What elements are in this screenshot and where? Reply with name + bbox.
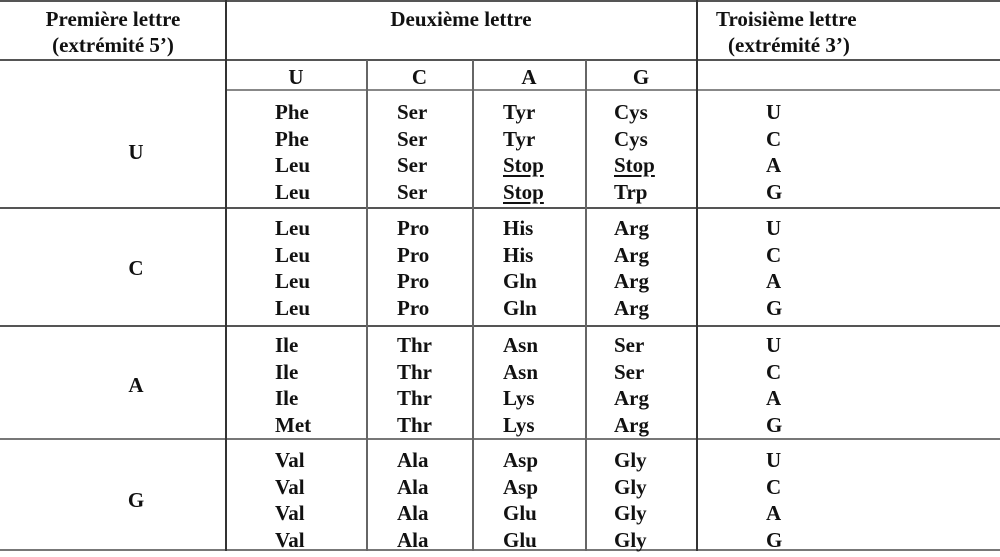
amino-acid-cell: Asp — [503, 448, 539, 472]
third-letter-cell: C — [766, 126, 782, 151]
third-letter-cell: C — [766, 242, 782, 267]
header-third-letter-line1: Troisième lettre — [716, 7, 857, 31]
amino-acid-cell: Ser — [614, 359, 645, 384]
amino-acid-cell: Gln — [503, 295, 537, 320]
amino-acid-cell: Lys — [503, 412, 535, 437]
third-letter-cell: U — [766, 100, 782, 124]
amino-acid-cell: Ala — [397, 474, 429, 499]
amino-acid-cell: Arg — [614, 269, 649, 293]
amino-acid-cell: Arg — [614, 242, 649, 267]
third-letter-cell: C — [766, 474, 782, 499]
amino-acid-cell: Leu — [275, 179, 311, 204]
amino-acid-cell: Val — [275, 527, 305, 552]
amino-acid-cell: Arg — [614, 412, 649, 437]
amino-acid-cell: Leu — [275, 269, 311, 293]
third-letter-cell: U — [766, 216, 782, 240]
amino-acid-cell: His — [503, 216, 534, 240]
amino-acid-cell: Ser — [397, 179, 428, 204]
amino-acid-cell: Arg — [614, 386, 649, 410]
stop-codon-cell: Stop — [614, 153, 655, 177]
amino-acid-cell: Gly — [614, 448, 647, 472]
amino-acid-cell: Val — [275, 448, 305, 472]
third-letter-cell: G — [766, 412, 783, 437]
header-third-letter — [716, 6, 857, 58]
amino-acid-cell: Tyr — [503, 126, 536, 151]
header-third-letter-line2: (extrémité 3’) — [728, 33, 850, 57]
amino-acid-cell: Leu — [275, 216, 311, 240]
amino-acid-cell: Arg — [614, 216, 649, 240]
second-letter-A: A — [521, 65, 537, 89]
amino-acid-cell: Val — [275, 501, 305, 525]
amino-acid-cell: Glu — [503, 501, 537, 525]
group-divider — [0, 438, 1000, 440]
amino-acid-cell: Cys — [614, 100, 648, 124]
table-border-top — [0, 0, 1000, 2]
amino-acid-cell: Asp — [503, 474, 539, 499]
first-letter-U: U — [128, 139, 144, 164]
amino-acid-cell: Val — [275, 474, 305, 499]
header-first-letter-line2: (extrémité 5’) — [52, 33, 174, 57]
third-letter-cell: G — [766, 295, 783, 320]
amino-acid-cell: Glu — [503, 527, 537, 552]
third-letter-cell: A — [766, 269, 782, 293]
amino-acid-cell: Lys — [503, 386, 535, 410]
amino-acid-cell: Pro — [397, 269, 430, 293]
amino-acid-cell: Ala — [397, 527, 429, 552]
stop-codon-cell: Stop — [503, 179, 544, 204]
amino-acid-cell: Trp — [614, 179, 648, 204]
amino-acid-cell: Thr — [397, 386, 433, 410]
amino-acid-cell: Leu — [275, 153, 311, 177]
amino-acid-cell: Ile — [275, 359, 299, 384]
amino-acid-cell: Ser — [397, 100, 428, 124]
table-border-bottom — [0, 549, 1000, 551]
amino-acid-cell: Gln — [503, 269, 537, 293]
header-first-letter — [0, 6, 226, 58]
group-divider — [0, 207, 1000, 209]
amino-acid-cell: Ser — [397, 153, 428, 177]
amino-acid-cell: Ala — [397, 501, 429, 525]
group-divider — [0, 325, 1000, 327]
amino-acid-cell: Ser — [397, 126, 428, 151]
amino-acid-cell: Phe — [275, 100, 309, 124]
amino-acid-cell: Phe — [275, 126, 309, 151]
second-letter-C: C — [411, 65, 428, 89]
third-letter-cell: U — [766, 333, 782, 357]
third-letter-cell: C — [766, 359, 782, 384]
amino-acid-cell: Thr — [397, 359, 433, 384]
column-divider — [366, 60, 368, 551]
header-second-letter: Deuxième lettre — [390, 7, 532, 31]
amino-acid-cell: Pro — [397, 216, 430, 240]
first-letter-A: A — [128, 372, 144, 397]
amino-acid-cell: Thr — [397, 412, 433, 437]
second-letter-U: U — [288, 65, 304, 89]
third-letter-cell: G — [766, 527, 783, 552]
amino-acid-cell: Asn — [503, 359, 539, 384]
amino-acid-cell: His — [503, 242, 534, 267]
first-letter-C: C — [128, 255, 144, 280]
amino-acid-cell: Ser — [614, 333, 645, 357]
amino-acid-cell: Pro — [397, 295, 430, 320]
stop-codon-cell: Stop — [503, 153, 544, 177]
amino-acid-cell: Gly — [614, 501, 647, 525]
amino-acid-cell: Tyr — [503, 100, 536, 124]
column-divider — [585, 60, 587, 551]
amino-acid-cell: Ile — [275, 333, 299, 357]
third-letter-cell: A — [766, 153, 782, 177]
third-letter-cell: U — [766, 448, 782, 472]
header-divider — [0, 59, 1000, 61]
amino-acid-cell: Leu — [275, 295, 311, 320]
second-letter-G: G — [632, 65, 650, 89]
amino-acid-cell: Met — [275, 412, 312, 437]
amino-acid-cell: Pro — [397, 242, 430, 267]
third-letter-cell: A — [766, 386, 782, 410]
header-first-letter-line1: Première lettre — [45, 7, 181, 31]
amino-acid-cell: Asn — [503, 333, 539, 357]
third-letter-cell: A — [766, 501, 782, 525]
amino-acid-cell: Cys — [614, 126, 648, 151]
amino-acid-cell: Gly — [614, 474, 647, 499]
column-divider — [472, 60, 474, 551]
amino-acid-cell: Gly — [614, 527, 647, 552]
amino-acid-cell: Thr — [397, 333, 433, 357]
amino-acid-cell: Leu — [275, 242, 311, 267]
amino-acid-cell: Ile — [275, 386, 299, 410]
third-letter-cell: G — [766, 179, 783, 204]
column-divider — [696, 0, 698, 551]
amino-acid-cell: Ala — [397, 448, 429, 472]
first-letter-G: G — [127, 487, 145, 512]
amino-acid-cell: Arg — [614, 295, 649, 320]
